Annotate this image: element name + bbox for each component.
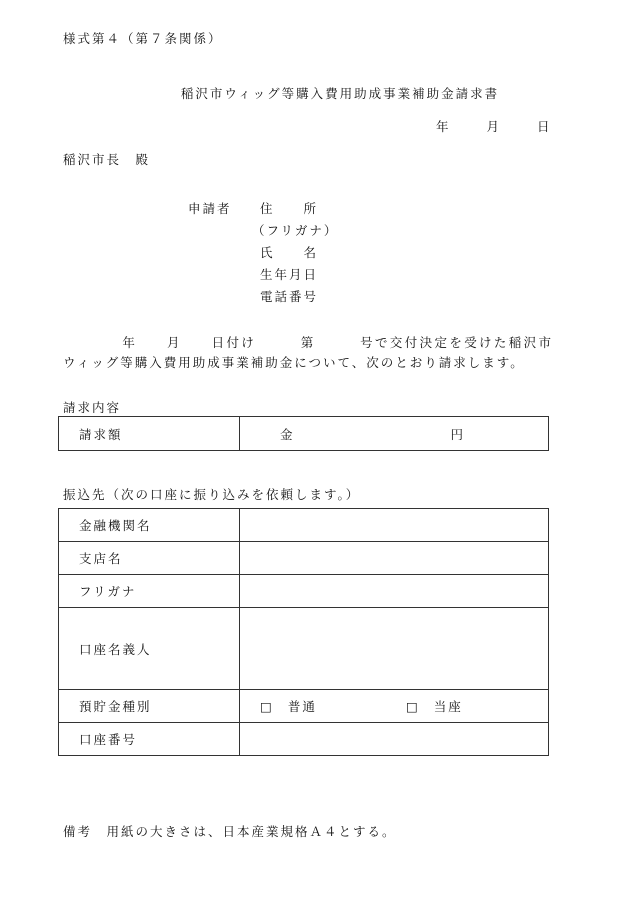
amount-prefix: 金 (280, 426, 295, 442)
account-type-label: 預貯金種別 (59, 690, 240, 723)
claim-section-title: 請求内容 (63, 400, 122, 415)
phone-label: 電話番号 (260, 289, 319, 304)
birthdate-label: 生年月日 (260, 267, 319, 282)
table-row (59, 542, 549, 575)
table-row (59, 723, 549, 756)
table-row (59, 690, 549, 723)
current-checkbox[interactable]: □ (405, 699, 420, 714)
account-number-value[interactable] (240, 723, 549, 756)
account-holder-label: 口座名義人 (59, 608, 240, 690)
table-row (59, 509, 549, 542)
account-holder-value[interactable] (240, 608, 549, 690)
address-label: 住 所 (260, 201, 319, 216)
date-year: 年 (436, 119, 451, 134)
bank-table (58, 508, 549, 756)
document-title: 稲沢市ウィッグ等購入費用助成事業補助金請求書 (180, 86, 500, 101)
date-line (436, 117, 552, 135)
request-body-text: 年 月 日付け 第 号で交付決定を受けた稲沢市ウィッグ等購入費用助成事業補助金について、次のとおり請求します。 (63, 335, 553, 370)
name-label: 氏 名 (260, 245, 319, 260)
holder-furigana-label: フリガナ (59, 575, 240, 608)
ordinary-label: 普通 (287, 699, 317, 714)
footer-note: 備考 用紙の大きさは、日本産業規格Ａ４とする。 (63, 824, 397, 839)
amount-suffix: 円 (450, 426, 466, 442)
furigana-label: （フリガナ） (252, 223, 339, 238)
branch-name-value[interactable] (240, 542, 549, 575)
branch-name-label: 支店名 (59, 542, 240, 575)
claim-amount-cell[interactable] (240, 417, 549, 451)
table-row (59, 575, 549, 608)
date-day: 日 (537, 119, 552, 134)
date-month: 月 (486, 119, 502, 134)
form-number: 様式第４（第７条関係） (63, 31, 223, 46)
claim-table (58, 416, 549, 451)
applicant-heading: 申請者 (188, 201, 232, 216)
claim-row (59, 417, 549, 451)
account-type-current[interactable] (400, 699, 463, 714)
account-number-label: 口座番号 (59, 723, 240, 756)
account-type-value (240, 690, 549, 723)
holder-furigana-value[interactable] (240, 575, 549, 608)
bank-name-value[interactable] (240, 509, 549, 542)
current-label: 当座 (433, 699, 463, 714)
claim-label: 請求額 (59, 417, 240, 451)
ordinary-checkbox[interactable]: □ (260, 699, 274, 714)
table-row (59, 608, 549, 690)
addressee: 稲沢市長 殿 (63, 152, 151, 167)
bank-name-label: 金融機関名 (59, 509, 240, 542)
bank-section-title: 振込先（次の口座に振り込みを依頼します。） (63, 487, 361, 502)
account-type-ordinary[interactable] (260, 697, 400, 715)
